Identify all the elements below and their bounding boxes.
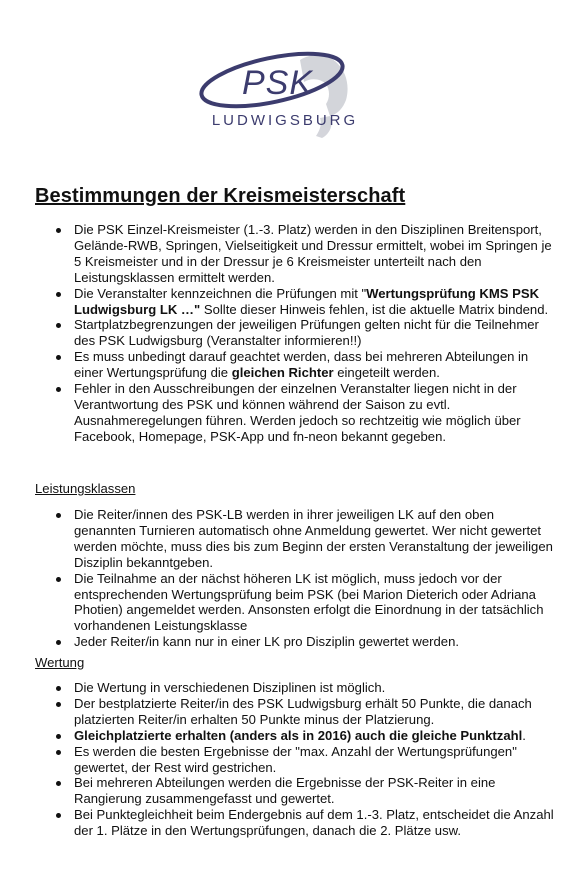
list-item: Die Wertung in verschiedenen Disziplinen ist möglich.	[56, 680, 556, 696]
page-title: Bestimmungen der Kreismeisterschaft	[35, 185, 406, 207]
list-item: Die PSK Einzel-Kreismeister (1.-3. Platz) werden in den Disziplinen Breitensport, Gelände-RWB, Springen, Vielseitigkeit und Dressur ermittelt, wobei im Springen je 5 Kreismeister und in der Dressur je 6 Kreismeister unterteilt nach den Leistungsklassen ermittelt werden.	[56, 222, 556, 286]
logo-initials: PSK	[242, 64, 314, 102]
leistungsklassen-list	[56, 507, 556, 650]
list-item: Der bestplatzierte Reiter/in des PSK Ludwigsburg erhält 50 Punkte, die danach platzierten Reiter/in erhalten 50 Punkte minus der Platzierung.	[56, 696, 556, 728]
list-item: Es werden die besten Ergebnisse der "max. Anzahl der Wertungsprüfungen" gewertet, der Rest wird gestrichen.	[56, 744, 556, 776]
list-item: Die Veranstalter kennzeichnen die Prüfungen mit "Wertungsprüfung KMS PSK Ludwigsburg LK …" Sollte dieser Hinweis fehlen, ist die aktuelle Matrix bindend.	[56, 286, 556, 318]
list-item: Die Reiter/innen des PSK-LB werden in ihrer jeweiligen LK auf den oben genannten Turnieren automatisch ohne Anmeldung gewertet. Wer nicht gewertet werden möchte, muss dies bis zum Beginn der ersten Veranstaltung der jeweiligen Disziplin bekanntgeben.	[56, 507, 556, 571]
section-heading-leistungsklassen: Leistungsklassen	[35, 481, 136, 496]
list-item: Bei Punktegleichheit beim Endergebnis auf dem 1.-3. Platz, entscheidet die Anzahl der 1. Plätze in den Wertungsprüfungen, danach die 2. Plätze usw.	[56, 807, 556, 839]
section-heading-wertung: Wertung	[35, 655, 85, 670]
list-item: Gleichplatzierte erhalten (anders als in 2016) auch die gleiche Punktzahl.	[56, 728, 556, 744]
wertung-list	[56, 680, 556, 839]
logo-wordmark: LUDWIGSBURG	[211, 112, 359, 129]
psk-logo-graphic	[180, 42, 390, 154]
psk-logo	[180, 42, 390, 154]
list-item: Es muss unbedingt darauf geachtet werden, dass bei mehreren Abteilungen in einer Wertungsprüfung die gleichen Richter eingeteilt werden.	[56, 349, 556, 381]
bestimmungen-list	[56, 222, 556, 445]
list-item: Bei mehreren Abteilungen werden die Ergebnisse der PSK-Reiter in eine Rangierung zusammengefasst und gewertet.	[56, 775, 556, 807]
list-item: Startplatzbegrenzungen der jeweiligen Prüfungen gelten nicht für die Teilnehmer des PSK Ludwigsburg (Veranstalter informieren!!)	[56, 317, 556, 349]
list-item: Jeder Reiter/in kann nur in einer LK pro Disziplin gewertet werden.	[56, 634, 556, 650]
list-item: Fehler in den Ausschreibungen der einzelnen Veranstalter liegen nicht in der Verantwortung des PSK und können während der Saison zu evtl. Ausnahmeregelungen führen. Werden jedoch so rechtzeitig wie möglich über Facebook, Homepage, PSK-App und fn-neon bekannt gegeben.	[56, 381, 556, 445]
list-item: Die Teilnahme an der nächst höheren LK ist möglich, muss jedoch vor der entsprechenden Wertungsprüfung beim PSK (bei Marion Dieterich oder Adriana Photien) angemeldet werden. Ansonsten erfolgt die Einordnung in der tatsächlich vorhandenen Leistungsklasse	[56, 571, 556, 635]
